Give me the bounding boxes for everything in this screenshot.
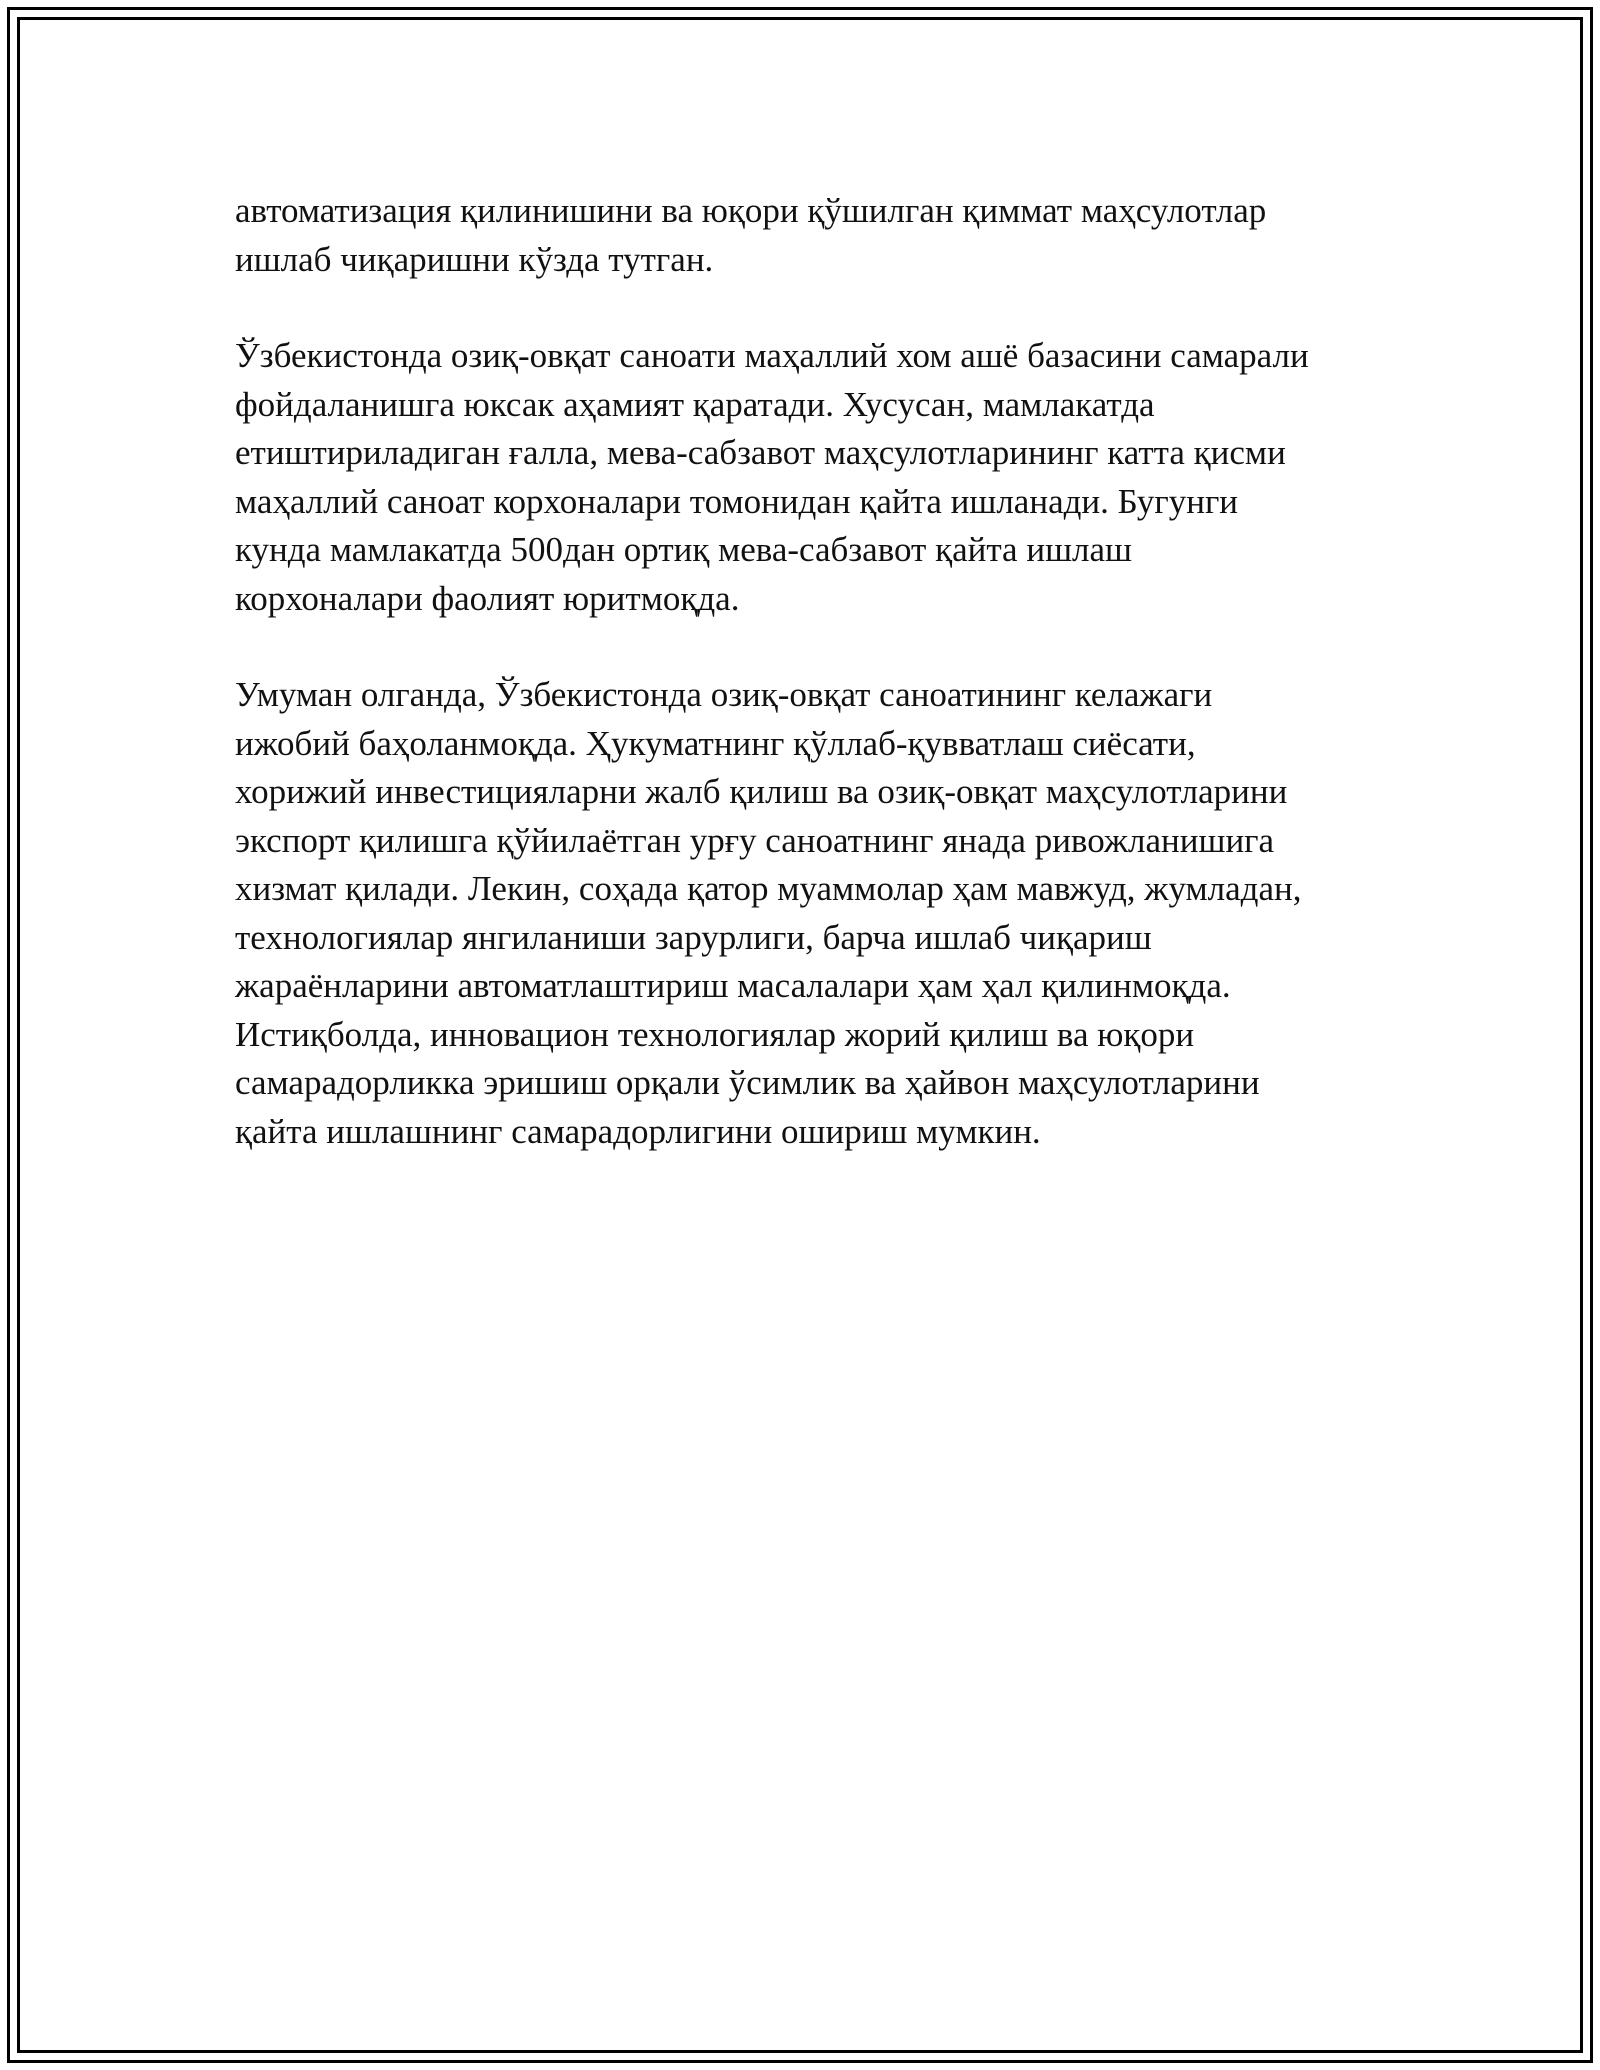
text-line: қайта ишлашнинг самарадорлигини ошириш мумкин.: [235, 1111, 1041, 1151]
document-body: [235, 187, 1385, 1204]
text-line: Ўзбекистонда озиқ-овқат саноати маҳаллий хом ашё базасини самарали: [235, 336, 1309, 375]
text-line: ижобий баҳоланмоқда. Ҳукуматнинг қўллаб-қувватлаш сиёсати,: [235, 723, 1196, 763]
text-line: ишлаб чиқаришни кўзда тутган.: [235, 239, 714, 279]
paragraph-1: [235, 187, 1385, 284]
text-line: етиштириладиган ғалла, мева-сабзавот маҳсулотларининг катта қисми: [235, 433, 1286, 472]
text-line: автоматизация қилинишини ва юқори қўшилган қиммат маҳсулотлар: [235, 191, 1267, 230]
text-line: самарадорликка эришиш орқали ўсимлик ва ҳайвон маҳсулотларини: [235, 1063, 1260, 1102]
text-line: экспорт қилишга қўйилаётган урғу саноатнинг янада ривожланишига: [235, 820, 1275, 860]
text-line: маҳаллий саноат корхоналари томонидан қайта ишланади. Бугунги: [235, 481, 1239, 521]
paragraph-2: [235, 332, 1385, 623]
text-line: Умуман олганда, Ўзбекистонда озиқ-овқат саноатининг келажаги: [235, 675, 1213, 714]
text-line: фойдаланишга юксак аҳамият қаратади. Хусусан, мамлакатда: [235, 384, 1155, 424]
paragraph-3: [235, 671, 1385, 1156]
text-line: хорижий инвестицияларни жалб қилиш ва озиқ-овқат маҳсулотларини: [235, 772, 1288, 811]
text-line: жараёнларини автоматлаштириш масалалари ҳам ҳал қилинмоқда.: [235, 966, 1231, 1005]
text-line: кунда мамлакатда 500дан ортиқ мева-сабзавот қайта ишлаш: [235, 530, 1132, 569]
text-line: хизмат қилади. Лекин, соҳада қатор муаммолар ҳам мавжуд, жумладан,: [235, 869, 1302, 908]
text-line: технологиялар янгиланиши зарурлиги, барча ишлаб чиқариш: [235, 917, 1152, 957]
text-line: Истиқболда, инновацион технологиялар жорий қилиш ва юқори: [235, 1014, 1195, 1054]
text-line: корхоналари фаолият юритмоқда.: [235, 578, 740, 618]
